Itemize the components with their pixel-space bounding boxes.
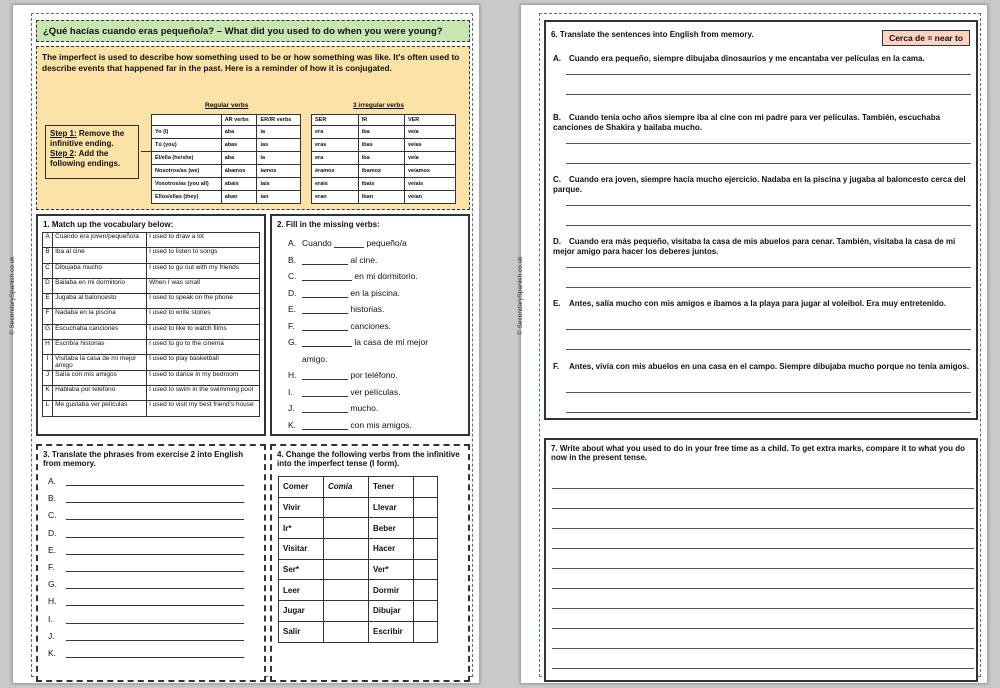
table-cell: ían [257,191,301,204]
vocab-row [43,340,260,355]
answer-row [48,562,244,572]
answer-line[interactable] [66,632,244,641]
verb-answer-cell[interactable] [414,539,438,560]
table-cell: AR verbs [221,115,257,126]
answer-line[interactable] [66,494,244,503]
answer-line[interactable] [566,94,971,95]
fill-letter: B. [288,254,297,265]
cerca-note: Cerca de = near to [882,30,970,46]
intro-text: The imperfect is used to describe how something used to be or how something was like. It's often used to describe events that happened far in the past. Here is a reminder of how it is conjugated. [42,52,460,73]
answer-line[interactable] [66,563,244,572]
vocab-spanish: Escribía historias [53,340,147,355]
step2-label: Step 2 [50,149,75,158]
fill-suffix: en mi dormitorio. [354,271,418,281]
fill-item [288,370,398,380]
writing-line[interactable] [552,528,974,529]
table-cell: ía [257,126,301,139]
writing-line[interactable] [552,548,974,549]
answer-row [48,528,244,538]
answer-row [48,614,244,624]
vocab-letter: L [43,401,53,416]
answer-letter: H. [48,596,57,607]
vocab-spanish: Me gustaba ver películas [53,401,147,416]
answer-line[interactable] [566,143,971,144]
table-cell: veía [404,152,455,165]
fill-letter: A. [288,238,297,248]
exercise-4-box [270,444,470,682]
fill-suffix: mucho. [350,403,379,413]
verb-infinitive: Ser* [279,559,324,580]
vocab-row [43,309,260,324]
answer-letter: J. [48,630,55,641]
vocab-spanish: Iba al cine [53,248,147,263]
table-cell: aba [221,152,257,165]
fill-item [288,255,377,265]
fill-suffix: canciones. [350,320,392,331]
exercise-7-title: 7. Write about what you used to do in your free time as a child. To get extra marks, compare it to what you do now in the present tense. [551,444,965,462]
vocab-spanish: Dibujaba mucho [53,263,147,278]
vocab-english: When I was small [147,278,260,293]
answer-blank[interactable] [302,322,348,331]
vocab-letter: K [43,385,53,400]
vocab-english: I used to go out with my friends [147,263,260,278]
answer-letter: F. [48,562,55,572]
answer-letter: K. [48,648,57,658]
fill-suffix: historias. [350,304,385,314]
verb-answer-cell[interactable] [414,559,438,580]
table-cell: Él/ella (he/she) [152,152,222,165]
vocab-row [43,248,260,263]
verb-row [279,580,438,601]
fill-item [288,271,418,281]
verb-infinitive: Dibujar [369,601,414,622]
table-cell: íais [257,178,301,191]
table-row [312,165,456,178]
vocab-row [43,370,260,385]
writing-line[interactable] [552,508,974,509]
table-row [152,191,301,204]
fill-item [288,288,400,298]
verb-infinitive: Salir [279,621,324,642]
vocab-row [43,278,260,293]
verb-infinitive: Llevar [369,497,414,518]
table-cell: ábamos [221,165,257,178]
table-cell: eras [312,139,359,152]
vocab-letter: E [43,294,53,309]
sentence-letter: F. [553,362,560,371]
sentence-item [553,54,973,64]
verb-infinitive: Comer [279,477,324,498]
table-cell: ía [257,152,301,165]
vocab-english: I used to speak on the phone [147,294,260,309]
sentence-text: Cuando era más pequeño, visitaba la casa de mis abuelos para cenar. También, visitaba la casa de mi mejor amigo para hacer los deberes juntos. [553,237,956,256]
sentence-letter: E. [553,299,561,308]
answer-row [48,631,244,641]
table-cell: iban [358,191,404,204]
fill-suffix: en la piscina. [350,287,400,298]
fill-item [288,354,328,364]
table-row [152,126,301,139]
watermark: © SecondarySpanish.co.uk [517,256,524,335]
exercise-3-title: 3. Translate the phrases from exercise 2 into English from memory. [43,450,244,468]
sentence-text: Cuando era joven, siempre hacía mucho ejercicio. Nadaba en la piscina y jugaba al baloncesto cerca del parque. [553,175,966,194]
fill-prefix: Cuando [302,238,332,248]
exercise-1-title: 1. Match up the vocabulary below: [43,220,174,229]
verb-answer-cell[interactable] [324,601,369,622]
vocab-english: I used to go to the cinema [147,340,260,355]
table-row [152,178,301,191]
table-row [312,152,456,165]
answer-line[interactable] [66,477,244,486]
answer-blank[interactable] [302,388,348,397]
writing-line[interactable] [552,588,974,589]
vocab-english: I used to visit my best friend's house [147,401,260,416]
answer-line[interactable] [66,649,244,658]
table-cell: iba [358,126,404,139]
answer-blank[interactable] [302,371,348,380]
vocab-row [43,401,260,416]
answer-blank[interactable] [302,256,348,265]
fill-item [288,321,391,331]
verb-infinitive: Vivir [279,497,324,518]
vocab-spanish: Visitaba la casa de mi mejor amigo [53,355,147,370]
vocab-english: I used to draw a lot [147,233,260,248]
table-cell: veía [404,126,455,139]
verb-answer-cell[interactable] [414,621,438,642]
answer-blank[interactable] [302,338,352,347]
table-cell: Tú (you) [152,139,222,152]
vocab-row [43,385,260,400]
answer-blank[interactable] [334,239,364,248]
answer-line[interactable] [566,163,971,164]
table-row [312,191,456,204]
vocab-spanish: Escuchaba canciones [53,324,147,339]
answer-line[interactable] [566,349,971,350]
table-cell: ías [257,139,301,152]
table-cell: ibas [358,139,404,152]
exercise-2-box [270,214,470,436]
fill-item [288,304,384,314]
table-cell: ER/IR verbs [257,115,301,126]
answer-row [48,596,244,606]
vocab-spanish: Nadaba en la piscina [53,309,147,324]
fill-suffix: por teléfono. [350,370,398,380]
table-cell: erais [312,178,359,191]
answer-line[interactable] [66,511,244,520]
vocab-spanish: Salía con mis amigos [53,370,147,385]
table-cell: abas [221,139,257,152]
answer-line[interactable] [566,74,971,75]
answer-line[interactable] [66,580,244,589]
verb-infinitive: Visitar [279,539,324,560]
sentence-text: Antes, vivía con mis abuelos en una casa en el campo. Siempre dibujaba mucho porque no tenía amigos. [569,362,970,371]
verb-answer-cell[interactable] [324,518,369,539]
worksheet-page-1 [9,4,480,684]
sentence-text: Cuando tenía ocho años siempre iba al cine con mi padre para ver películas. También, escuchaba canciones de Shakira y bailaba mucho. [553,113,941,132]
writing-line[interactable] [552,648,974,649]
sentence-item [553,299,973,309]
answer-letter: I. [48,613,53,624]
table-cell: Nosotros/as (we) [152,165,222,178]
vocab-row [43,233,260,248]
vocab-row [43,324,260,339]
verb-infinitive: Escribir [369,621,414,642]
fill-letter: D. [288,287,297,298]
fill-suffix: la casa de mi mejor [354,337,429,347]
answer-line[interactable] [566,287,971,288]
table-cell: SER [312,115,359,126]
table-cell: Vosotros/as (you all) [152,178,222,191]
table-cell: éramos [312,165,359,178]
vocab-spanish: Jugaba al baloncesto [53,294,147,309]
fill-letter: I. [288,386,293,397]
vocab-spanish: Cuando era joven/pequeño/a [53,233,147,248]
verb-answer-cell[interactable]: Comía [324,477,369,498]
table-cell: Yo (I) [152,126,222,139]
verb-row [279,497,438,518]
fill-letter: F. [288,320,295,331]
verb-infinitive: Tener [369,477,414,498]
page-title: ¿Qué hacías cuando eras pequeño/a? – What did you used to do when you were young? [36,20,470,42]
table-cell: IR [358,115,404,126]
verb-change-table [278,476,438,643]
vocab-letter: I [43,355,53,370]
table-cell: eran [312,191,359,204]
verb-infinitive: Hacer [369,539,414,560]
vocab-english: I used to play basketball [147,355,260,370]
fill-letter: K. [288,419,297,430]
vocab-english: I used to like to watch films [147,324,260,339]
verb-answer-cell[interactable] [324,539,369,560]
sentence-item [553,362,973,372]
verb-answer-cell[interactable] [414,497,438,518]
fill-letter: C. [288,271,297,281]
answer-line[interactable] [566,225,971,226]
table-cell: ibais [358,178,404,191]
answer-letter: G. [48,579,57,590]
vocab-letter: F [43,309,53,324]
table-cell: aban [221,191,257,204]
step2-text: : Add the following endings. [50,149,121,168]
fill-suffix: con mis amigos. [350,419,412,430]
answer-line[interactable] [66,529,244,538]
vocab-letter: G [43,324,53,339]
page-border [31,13,473,677]
regular-caption: Regular verbs [205,102,249,109]
fill-item [288,238,407,248]
sentence-item [553,113,973,133]
vocab-english: I used to write stories [147,309,260,324]
answer-line[interactable] [566,205,971,206]
verb-infinitive: Leer [279,580,324,601]
worksheet-page-2 [517,4,988,684]
answer-blank[interactable] [302,305,348,314]
table-cell: veías [404,139,455,152]
answer-row [48,493,244,503]
verb-row [279,601,438,622]
exercise-3-box [36,444,266,682]
answer-row [48,510,244,520]
sentence-text: Cuando era pequeño, siempre dibujaba dinosaurios y me encantaba ver películas en la cama. [569,54,925,63]
vocab-letter: A [43,233,53,248]
answer-blank[interactable] [302,421,348,430]
page-border [539,13,981,677]
table-row [312,126,456,139]
table-cell: Ellos/ellas (they) [152,191,222,204]
answer-blank[interactable] [302,272,352,281]
writing-line[interactable] [552,568,974,569]
answer-line[interactable] [566,392,971,393]
regular-verbs-table [151,114,301,204]
exercise-4-title: 4. Change the following verbs from the infinitive into the imperfect tense (I form). [277,450,460,468]
step1-text: Remove the infinitive ending. [50,129,125,148]
sentence-letter: D. [553,237,561,246]
verb-answer-cell[interactable] [414,477,438,498]
answer-line[interactable] [66,546,244,555]
table-cell: era [312,126,359,139]
table-row [312,115,456,126]
answer-row [48,476,244,486]
sentence-item [553,237,973,257]
vocab-row [43,263,260,278]
answer-row [48,648,244,658]
vocab-letter: B [43,248,53,263]
arrow [141,151,151,152]
sentence-letter: C. [553,175,561,184]
table-cell [152,115,222,126]
table-cell: veíamos [404,165,455,178]
table-row [312,139,456,152]
table-cell: veíais [404,178,455,191]
sentence-text: Antes, salía mucho con mis amigos e íbamos a la playa para jugar al voleibol. Era muy entretenido. [569,299,947,308]
answer-blank[interactable] [302,404,348,413]
answer-row [48,579,244,589]
exercise-6-title: 6. Translate the sentences into English from memory. [551,30,754,39]
table-cell: íbamos [358,165,404,178]
vocab-spanish: Hablaba por teléfono [53,385,147,400]
vocab-table [42,232,260,417]
verb-row [279,518,438,539]
sentence-letter: B. [553,113,561,122]
imperfect-info-box [36,46,470,210]
fill-item [288,403,378,413]
fill-item [288,387,400,397]
exercise-7-box [544,438,978,682]
step1-label: Step 1: [50,129,77,138]
table-cell: íamos [257,165,301,178]
verb-answer-cell[interactable] [414,601,438,622]
verb-infinitive: Ver* [369,559,414,580]
exercise-1-box [36,214,266,436]
table-cell: era [312,152,359,165]
table-cell: iba [358,152,404,165]
writing-line[interactable] [552,608,974,609]
irregular-caption: 3 irregular verbs [353,102,404,109]
table-cell: abais [221,178,257,191]
answer-letter: B. [48,493,57,504]
table-cell: veían [404,191,455,204]
answer-blank[interactable] [302,289,348,298]
fill-suffix: al cine. [350,254,378,265]
verb-answer-cell[interactable] [414,518,438,539]
verb-answer-cell[interactable] [324,559,369,580]
fill-letter: H. [288,370,297,380]
vocab-letter: J [43,370,53,385]
vocab-english: I used to listen to songs [147,248,260,263]
vocab-letter: C [43,263,53,278]
vocab-row [43,355,260,370]
steps-box [45,125,139,179]
writing-line[interactable] [552,668,974,669]
answer-letter: C. [48,510,57,521]
verb-answer-cell[interactable] [414,580,438,601]
fill-prefix: amigo. [302,353,328,364]
answer-row [48,545,244,555]
answer-letter: A. [48,476,57,486]
verb-infinitive: Dormir [369,580,414,601]
exercise-2-title: 2. Fill in the missing verbs: [277,220,380,229]
vocab-spanish: Bailaba en mi dormitorio [53,278,147,293]
vocab-letter: D [43,278,53,293]
verb-answer-cell[interactable] [324,497,369,518]
answer-line[interactable] [566,412,971,413]
vocab-letter: H [43,340,53,355]
verb-infinitive: Jugar [279,601,324,622]
vocab-english: I used to swim in the swimming pool [147,385,260,400]
vocab-english: I used to dance in my bedroom [147,370,260,385]
fill-item [288,420,412,430]
verb-answer-cell[interactable] [324,621,369,642]
table-cell: aba [221,126,257,139]
table-row [152,165,301,178]
answer-line[interactable] [566,267,971,268]
verb-infinitive: Ir* [279,518,324,539]
answer-line[interactable] [66,597,244,606]
answer-letter: E. [48,544,57,555]
sentence-letter: A. [553,54,561,63]
verb-row [279,539,438,560]
verb-row [279,621,438,642]
table-row [152,139,301,152]
answer-line[interactable] [566,329,971,330]
answer-line[interactable] [66,615,244,624]
irregular-verbs-table [311,114,456,204]
table-cell: VER [404,115,455,126]
verb-row [279,559,438,580]
table-row [152,152,301,165]
sentence-item [553,175,973,195]
exercise-6-box [544,20,978,420]
vocab-row [43,294,260,309]
fill-item [288,337,428,347]
fill-letter: E. [288,304,297,314]
fill-letter: J. [288,403,295,413]
watermark: © SecondarySpanish.co.uk [9,256,16,335]
writing-line[interactable] [552,628,974,629]
answer-letter: D. [48,527,57,538]
writing-line[interactable] [552,488,974,489]
table-row [312,178,456,191]
table-row [152,115,301,126]
verb-infinitive: Beber [369,518,414,539]
fill-letter: G. [288,337,297,347]
verb-answer-cell[interactable] [324,580,369,601]
verb-row [279,477,438,498]
fill-suffix: ver películas. [350,386,401,397]
fill-suffix: pequeño/a [366,238,407,248]
